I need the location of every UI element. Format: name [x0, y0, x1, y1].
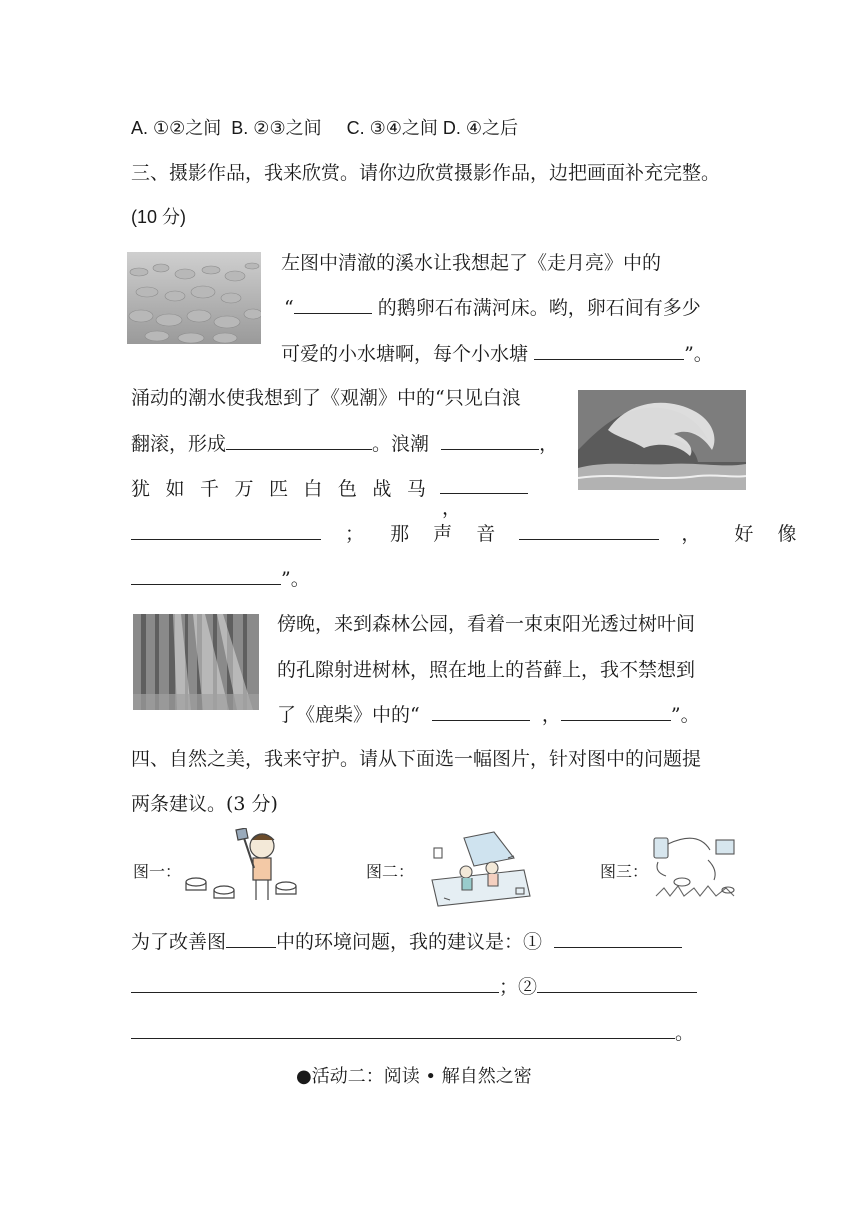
fig3-water-waste-illustration: [648, 830, 752, 908]
answer-line3: 。: [131, 1019, 694, 1047]
option-d: D. ④之后: [442, 118, 519, 138]
fig3-label: 图三：: [600, 862, 649, 881]
p3-line2: 的孔隙射进树林，照在地上的苔藓上，我不禁想到: [277, 659, 696, 681]
p1-line3: 可爱的小水塘啊，每个小水塘 ”。: [281, 343, 713, 365]
fig1-boy-with-axe-illustration: [176, 828, 308, 908]
p1-line2: “ 的鹅卵石布满河床。哟，卵石间有多少: [284, 297, 701, 319]
suggestion1-blank[interactable]: [554, 929, 682, 948]
section4-heading: 四、自然之美，我来守护。请从下面选一幅图片，针对图中的问题提: [131, 748, 702, 770]
p3-line3: 了《鹿柴》中的“ ， ”。: [277, 704, 700, 726]
p2-line3: 犹 如 千 万 匹 白 色 战 马 ，: [131, 475, 561, 522]
p2-line5: ”。: [131, 565, 310, 593]
p1-blank-pond[interactable]: [534, 341, 684, 360]
stream-pebbles-photo: [127, 252, 261, 344]
p2-line2: 翻滚，形成 。浪潮 ，: [131, 433, 559, 455]
p3-line1: 傍晚，来到森林公园，看着一束束阳光透过树叶间: [277, 613, 696, 635]
option-c: C. ③④之间: [346, 118, 438, 138]
activity-title: ●活动二：阅读 • 解自然之密: [296, 1066, 532, 1087]
figure-number-blank[interactable]: [226, 929, 276, 948]
section3-score: (10 分): [131, 207, 187, 227]
option-a: A. ①②之间: [131, 118, 222, 138]
section3-heading: 三、摄影作品，我来欣赏。请你边欣赏摄影作品，边把画面补充完整。: [131, 162, 721, 184]
answer-line1: 为了改善图 中的环境问题，我的建议是：①: [131, 928, 682, 956]
tidal-wave-photo: [578, 390, 746, 490]
fig2-label: 图二：: [366, 862, 415, 881]
p1-line1: 左图中清澈的溪水让我想起了《走月亮》中的: [281, 252, 662, 274]
p2-line1: 涌动的潮水使我想到了《观潮》中的“只见白浪: [131, 387, 521, 409]
answer-line2: ；②: [131, 973, 697, 1001]
forest-sunlight-photo: [133, 614, 259, 710]
option-b: B. ②③之间: [231, 118, 322, 138]
fig1-label: 图一：: [133, 862, 182, 881]
suggestion2-blank[interactable]: [537, 974, 697, 993]
p2-line4: ； 那 声 音 ， 好 像: [131, 520, 731, 548]
section4-heading2: 两条建议。(3 分): [131, 793, 278, 815]
fig2-picnic-litter-illustration: [424, 828, 534, 908]
